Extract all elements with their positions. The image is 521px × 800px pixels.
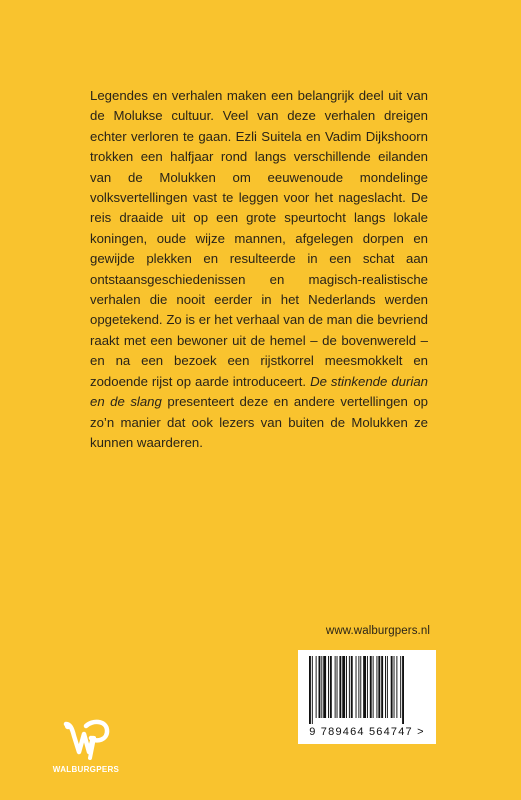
barcode-bar (356, 656, 357, 718)
barcode-bar (394, 656, 395, 718)
barcode-bar (316, 656, 317, 718)
barcode-bar (376, 656, 377, 718)
barcode-bar (370, 656, 372, 718)
barcode-bar (373, 656, 374, 718)
isbn-barcode (298, 650, 436, 744)
barcode-bar (367, 656, 368, 718)
barcode-bar (400, 656, 401, 718)
publisher-name: WALBURGPERS (52, 765, 120, 774)
blurb-book-title: De stinkende durian en de slang (90, 373, 428, 410)
barcode-bar (360, 656, 361, 718)
barcode-bar (363, 656, 366, 718)
barcode-bar (319, 656, 321, 718)
barcode-bar (358, 656, 359, 718)
publisher-website[interactable]: www.walburgpers.nl (325, 625, 430, 637)
barcode-bar (396, 656, 397, 718)
barcode-bar (339, 656, 341, 718)
barcode-bar (330, 656, 332, 718)
isbn-digits: 9 789464 564747 > (309, 726, 425, 738)
barcode-bar (342, 656, 345, 718)
barcode-bar (385, 656, 386, 718)
barcode-bar (335, 656, 336, 718)
barcode-bar (346, 656, 347, 718)
barcode-bars (306, 656, 428, 724)
walburgpers-logo-icon (62, 716, 112, 762)
barcode-bar (351, 656, 353, 718)
blurb-part-2: presenteert deze en andere vertellingen op zo’n manier dat ook lezers van buiten de Molukken ze kunnen waarderen. (90, 394, 428, 450)
barcode-bar (321, 656, 322, 718)
barcode-bar (402, 656, 404, 724)
barcode-bar (337, 656, 338, 718)
barcode-bar (391, 656, 393, 718)
barcode-bar (328, 656, 329, 718)
barcode-bar (378, 656, 380, 718)
barcode-bar (323, 656, 326, 718)
blurb-part-1: Legendes en verhalen maken een belangrijk deel uit van de Molukse cultuur. Veel van deze verhalen dreigen echter verloren te gaan. Ezli Suitela en Vadim Dijkshoorn trokken een halfjaar rond langs verschillende eilanden van de Molukken om eeuwenoude mondelinge volksvertellingen vast te leggen voor het nageslacht. De reis draaide uit op een grote speurtocht langs lokale koningen, oude wijze mannen, afgelegen dorpen en gewijde plekken en resulteerde in een schat aan ontstaansgeschiedenissen en magisch-realistische verhalen die nooit eerder in het Nederlands werden opgetekend. Zo is er het verhaal van de man die bevriend raakt met een bewoner uit de hemel – de bovenwereld – en na een bezoek een rijstkorrel meesmokkelt en zodoende rijst op aarde introduceert. (90, 88, 428, 389)
barcode-bar (312, 656, 313, 724)
barcode-bar (349, 656, 350, 718)
barcode-bar (381, 656, 383, 718)
blurb-text (90, 86, 428, 453)
barcode-bar (387, 656, 388, 718)
barcode-bar (309, 656, 311, 724)
